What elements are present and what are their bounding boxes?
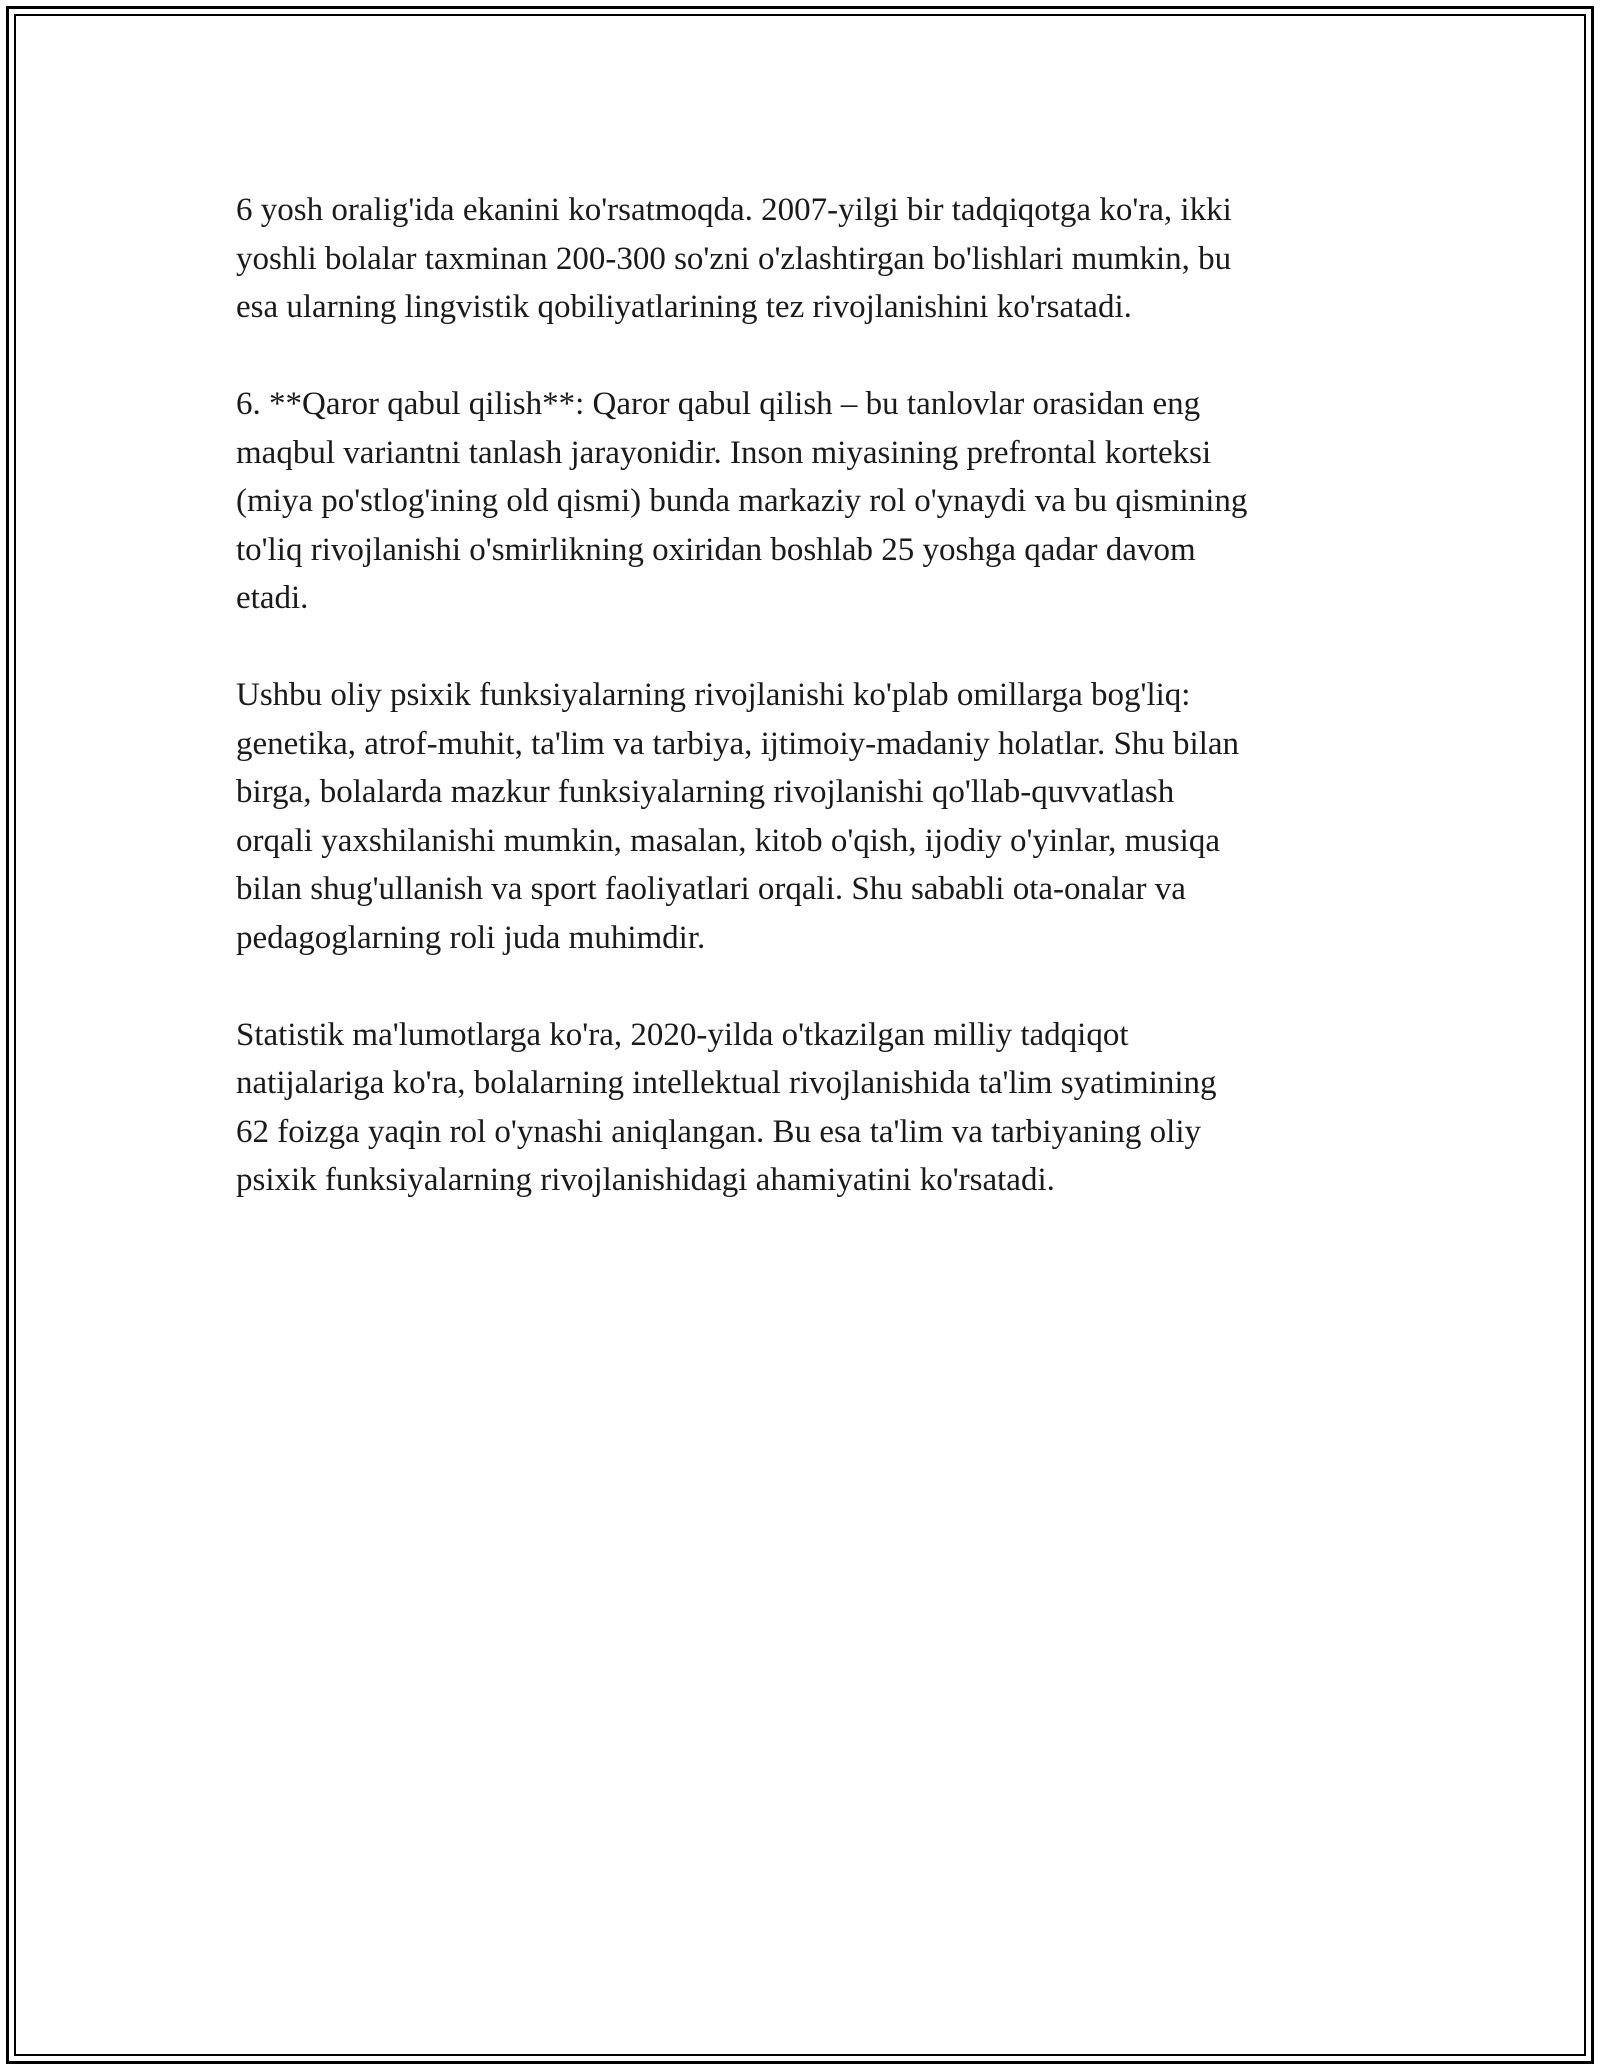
text-line: 62 foizga yaqin rol o'ynashi aniqlangan. Bu esa ta'lim va tarbiyaning oliy: [236, 1113, 1201, 1150]
paragraph-1: [236, 186, 1366, 332]
text-line: maqbul variantni tanlash jarayonidir. Inson miyasining prefrontal korteksi: [236, 434, 1212, 471]
text-line: yoshli bolalar taxminan 200-300 so'zni o'zlashtirgan bo'lishlari mumkin, bu: [236, 240, 1232, 277]
paragraph-2: [236, 380, 1366, 623]
paragraph-4: [236, 1011, 1366, 1205]
document-body: [236, 186, 1366, 1253]
text-line: orqali yaxshilanishi mumkin, masalan, kitob o'qish, ijodiy o'yinlar, musiqa: [236, 822, 1220, 859]
text-line: pedagoglarning roli juda muhimdir.: [236, 919, 706, 956]
text-line: to'liq rivojlanishi o'smirlikning oxiridan boshlab 25 yoshga qadar davom: [236, 531, 1196, 568]
text-line: birga, bolalarda mazkur funksiyalarning rivojlanishi qo'llab-quvvatlash: [236, 774, 1175, 810]
text-line: 6 yosh oralig'ida ekanini ko'rsatmoqda. 2007-yilgi bir tadqiqotga ko'ra, ikki: [236, 192, 1232, 228]
text-line: 6. **Qaror qabul qilish**: Qaror qabul qilish – bu tanlovlar orasidan eng: [236, 386, 1201, 422]
text-line: esa ularning lingvistik qobiliyatlarining tez rivojlanishini ko'rsatadi.: [236, 289, 1132, 325]
text-line: (miya po'stlog'ining old qismi) bunda markaziy rol o'ynaydi va bu qismining: [236, 483, 1248, 519]
text-line: natijalariga ko'ra, bolalarning intellektual rivojlanishida ta'lim syatimining: [236, 1065, 1217, 1101]
text-line: Ushbu oliy psixik funksiyalarning rivojlanishi ko'plab omillarga bog'liq:: [236, 677, 1191, 713]
text-line: bilan shug'ullanish va sport faoliyatlari orqali. Shu sababli ota-onalar va: [236, 871, 1186, 907]
text-line: Statistik ma'lumotlarga ko'ra, 2020-yilda o'tkazilgan milliy tadqiqot: [236, 1016, 1129, 1053]
paragraph-3: [236, 671, 1366, 962]
text-line: genetika, atrof-muhit, ta'lim va tarbiya, ijtimoiy-madaniy holatlar. Shu bilan: [236, 725, 1240, 762]
text-line: psixik funksiyalarning rivojlanishidagi ahamiyatini ko'rsatadi.: [236, 1162, 1055, 1198]
text-line: etadi.: [236, 580, 309, 616]
